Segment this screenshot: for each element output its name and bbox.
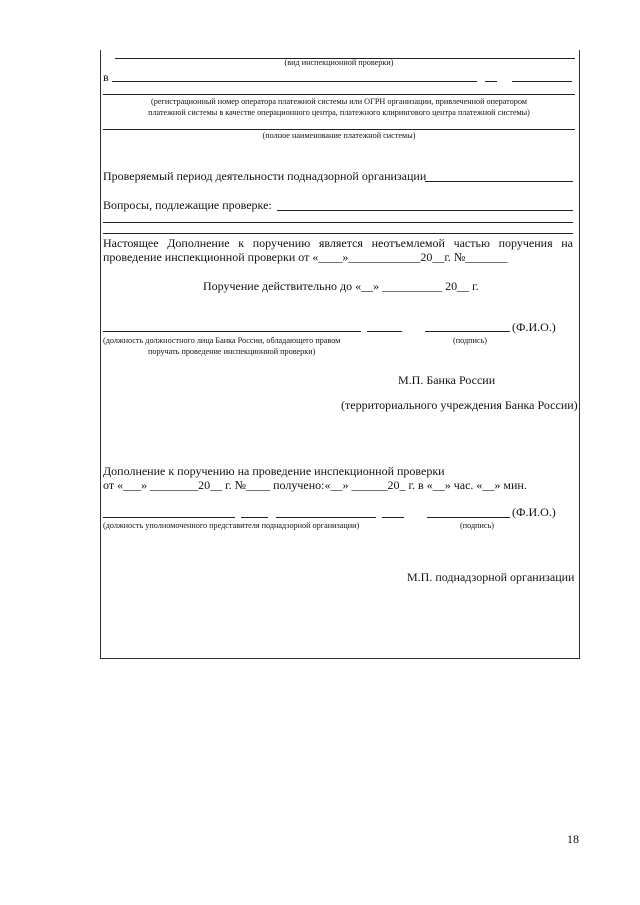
reg-number-caption-1: (регистрационный номер оператора платежной системы или ОГРН организации, привлеченной оператором <box>151 97 527 106</box>
sig2-position-line-1 <box>103 517 235 518</box>
sig1-position-line-tail <box>367 331 402 332</box>
v-line-1 <box>112 81 477 82</box>
questions-line-1 <box>277 210 573 211</box>
period-label: Проверяемый период деятельности поднадзорной организации <box>103 169 427 183</box>
sig1-signature-caption: (подпись) <box>453 336 487 345</box>
v-line-2 <box>485 81 497 82</box>
questions-line-3 <box>103 233 573 234</box>
sig2-position-line-4 <box>382 517 404 518</box>
sig1-signature-line <box>425 331 510 332</box>
questions-label: Вопросы, подлежащие проверке: <box>103 198 272 212</box>
sig1-fio: (Ф.И.О.) <box>512 320 556 334</box>
addendum-line-2: проведение инспекционной проверки от «____»____________20__г. №_______ <box>103 250 508 264</box>
page-number: 18 <box>567 832 579 846</box>
sig2-signature-line <box>427 517 510 518</box>
sig2-position-caption: (должность уполномоченного представителя поднадзорной организации) <box>103 521 360 530</box>
sig2-position-line-3 <box>276 517 376 518</box>
valid-until: Поручение действительно до «__» __________ 20__ г. <box>203 279 479 293</box>
v-prefix: в <box>103 70 109 84</box>
ps-name-line <box>103 129 575 130</box>
ps-name-caption: (полное наименование платежной системы) <box>262 131 416 140</box>
mp-bank-of-russia: М.П. Банка России <box>398 373 496 387</box>
v-line-3 <box>512 81 572 82</box>
mp-supervised-org: М.П. поднадзорной организации <box>407 570 575 584</box>
period-line <box>425 181 573 182</box>
addendum-line-1: Настоящее Дополнение к поручению является неотъемлемой частью поручения на <box>103 236 573 250</box>
reg-number-caption-2: платежной системы в качестве операционного центра, платежного клирингового центра платежной системы) <box>148 108 530 117</box>
sig2-position-line-2 <box>241 517 268 518</box>
receipt-line-1: Дополнение к поручению на проведение инспекционной проверки <box>103 464 445 478</box>
sig1-position-caption-2: поручать проведение инспекционной проверки) <box>148 347 316 356</box>
receipt-line-2: от «___» ________20__ г. №____ получено:«__» ______20_ г. в «__» час. «__» мин. <box>103 478 527 492</box>
sig1-position-line <box>103 331 361 332</box>
reg-number-line <box>103 94 575 95</box>
inspection-type-caption: (вид инспекционной проверки) <box>284 58 394 67</box>
sig1-position-caption-1: (должность должностного лица Банка России, обладающего правом <box>103 336 341 345</box>
questions-line-2 <box>103 222 573 223</box>
sig2-fio: (Ф.И.О.) <box>512 505 556 519</box>
sig2-signature-caption: (подпись) <box>460 521 494 530</box>
mp-territorial-office: (территориального учреждения Банка России) <box>341 398 578 412</box>
